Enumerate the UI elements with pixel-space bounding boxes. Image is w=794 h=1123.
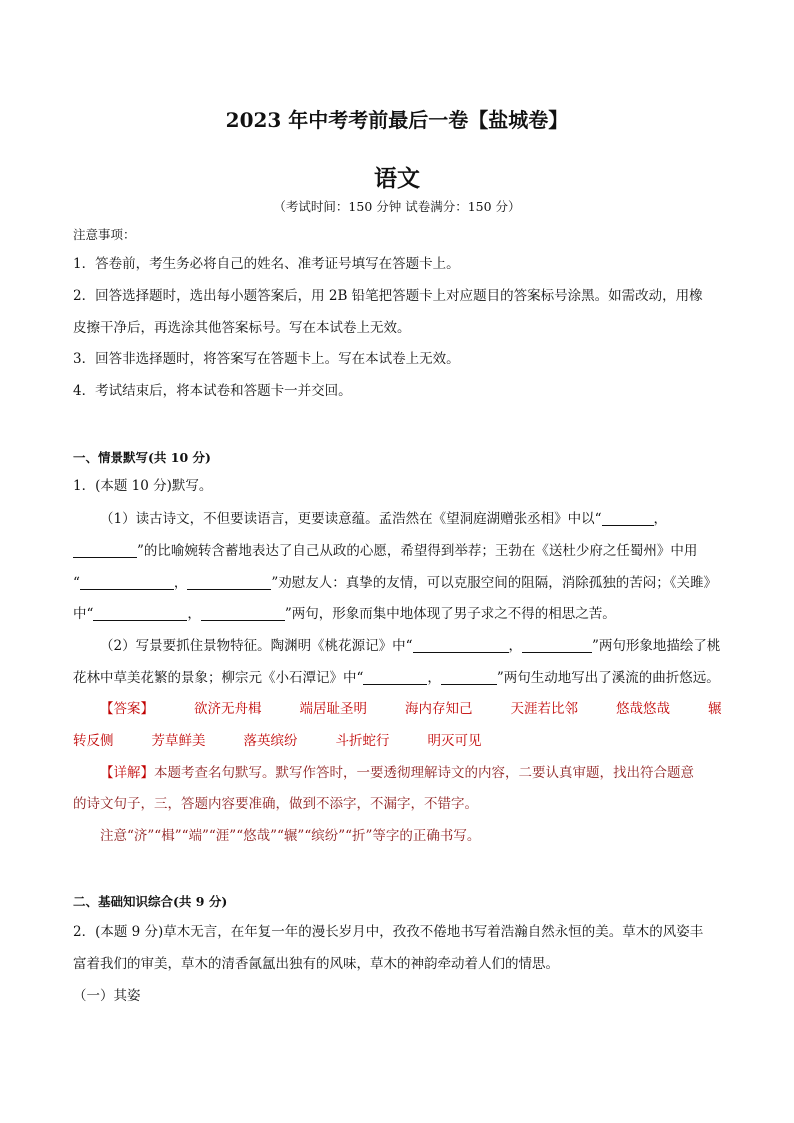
detail-line-1: 【详解】本题考查名句默写。默写作答时，一要透彻理解诗文的内容，二要认真审题，找出符合题意 [100,765,694,781]
note-item-2a: 2．回答选择题时，选出每小题答案后，用 2B 铅笔把答题卡上对应题目的答案标号涂黑。如需改动，用橡 [73,288,703,304]
q1-part2-line2: 花林中草美花繁的景象；柳宗元《小石潭记》中“ ， ”两句生动地写出了溪流的曲折悠远。 [73,670,720,686]
q1-part1-line1: （1）读古诗文，不但要读语言，更要读意蕴。孟浩然在《望洞庭湖赠张丞相》中以“ ， [100,511,667,527]
note-item-2b: 皮擦干净后，再选涂其他答案标号。写在本试卷上无效。 [73,320,411,336]
section2-heading: 二、基础知识综合(共 9 分) [73,894,228,909]
detail-line-3: 注意“济”“楫”“端”“涯”“悠哉”“辗”“缤纷”“折”等字的正确书写。 [100,828,481,844]
answer-blank [80,575,174,590]
note-item-4: 4．考试结束后，将本试卷和答题卡一并交回。 [73,383,352,399]
answer-blank [522,638,592,653]
subject-title: 语文 [374,165,420,192]
q1-part1-line3: “ ， ”劝慰友人：真挚的友情，可以克服空间的阻隔，消除孤独的苦闷；《关雎》 [73,575,718,591]
detail-line-2: 的诗文句子，三，答题内容要准确，做到不添字，不漏字，不错字。 [73,796,478,812]
q1-part2-line1: （2）写景要抓住景物特征。陶渊明《桃花源记》中“ ， ”两句形象地描绘了桃 [100,638,721,654]
q1-stem: 1．(本题 10 分)默写。 [73,478,213,494]
note-item-1: 1．答卷前，考生务必将自己的姓名、准考证号填写在答题卡上。 [73,256,460,272]
answer-blank [201,606,285,621]
answer-blank [73,543,137,558]
note-item-3: 3．回答非选择题时，将答案写在答题卡上。写在本试卷上无效。 [73,351,460,367]
answer-blank [93,606,187,621]
answer-blank [363,670,427,685]
answer-blank [602,511,654,526]
notes-heading: 注意事项： [73,227,136,242]
exam-info: （考试时间：150 分钟 试卷满分：150 分） [273,199,521,214]
answer-blank [441,670,497,685]
answer-blank [187,575,271,590]
section1-heading: 一、情景默写(共 10 分) [73,450,211,465]
answer-line-1: 【答案】 欲济无舟楫 端居耻圣明 海内存知己 天涯若比邻 悠哉悠哉 辗 [100,701,722,717]
q1-part1-line4: 中“ ， ”两句，形象而集中地体现了男子求之不得的相思之苦。 [73,606,616,622]
answer-line-2: 转反侧 芳草鲜美 落英缤纷 斗折蛇行 明灭可见 [73,733,482,749]
q2-line-1: 2．(本题 9 分)草木无言，在年复一年的漫长岁月中，孜孜不倦地书写着浩瀚自然永恒的美。草木的风姿丰 [73,924,704,940]
detail-label: 【详解】 [100,765,154,781]
q1-part1-line2: ”的比喻婉转含蓄地表达了自己从政的心愿，希望得到举荐；王勃在《送杜少府之任蜀州》中用 [73,539,697,559]
answer-blank [413,638,509,653]
answer-label: 【答案】 [100,701,154,717]
q2-line-2: 富着我们的审美，草木的清香氤氲出独有的风味，草木的神韵牵动着人们的情思。 [73,956,559,972]
q2-subheading: （一）其姿 [73,988,141,1004]
page-title: 2023 年中考考前最后一卷【盐城卷】 [225,108,569,132]
